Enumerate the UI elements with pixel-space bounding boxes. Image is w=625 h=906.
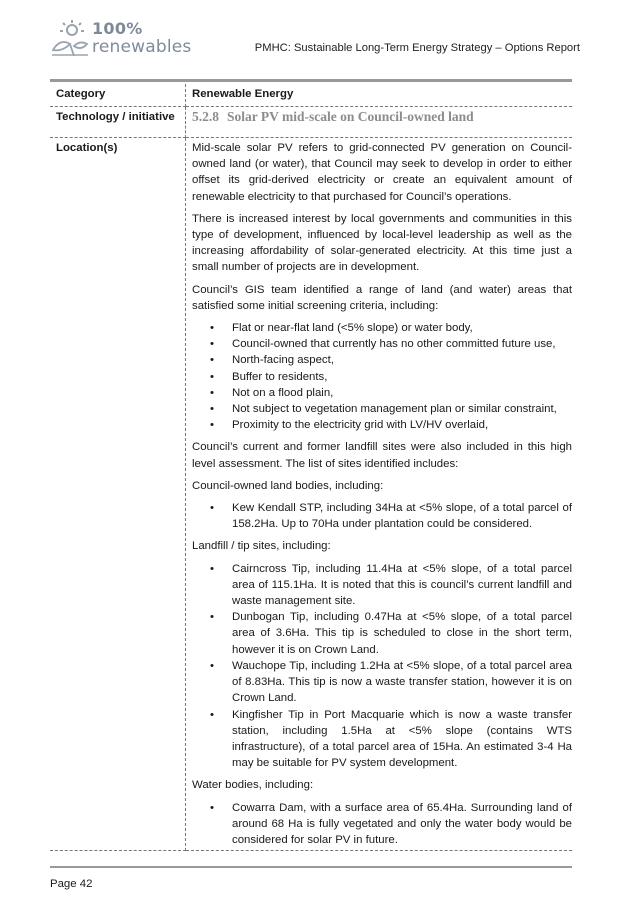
locations-content — [186, 138, 573, 851]
locations-label: Location(s) — [50, 138, 186, 851]
water-bodies-list — [192, 800, 572, 849]
paragraph: Council’s current and former landfill sites were also included in this high level assessment. The list of sites identified includes: — [192, 441, 572, 470]
table-row — [50, 107, 572, 138]
options-table — [50, 84, 572, 851]
technology-label: Technology / initiative — [50, 107, 186, 138]
list-item: • Not on a flood plain, — [232, 385, 572, 401]
logo-text-bottom: renewables — [92, 37, 192, 57]
list-item: • Proximity to the electricity grid with LV/HV overlaid, — [232, 417, 572, 433]
list-item: • Wauchope Tip, including 1.2Ha at <5% slope, of a total parcel area of 8.83Ha. This tip is now a waste transfer station, however it is on Crown Land. — [232, 658, 572, 707]
category-label: Category — [50, 84, 186, 107]
table-row — [50, 138, 572, 851]
list-item: • Flat or near-flat land (<5% slope) or water body, — [232, 320, 572, 336]
section-number: 5.2.8 — [192, 109, 219, 124]
page-number: Page 42 — [50, 878, 93, 890]
list-item: • Kingfisher Tip in Port Macquarie which is now a waste transfer station, including 1.5Ha at <5% slope (contains WTS infrastructure), of a total parcel area of 15Ha. An estimated 3-4 Ha may be suitable for PV system development. — [232, 707, 572, 772]
list-item: • North-facing aspect, — [232, 352, 572, 368]
paragraph: Landfill / tip sites, including: — [192, 540, 331, 553]
paragraph: Mid-scale solar PV refers to grid-connected PV generation on Council-owned land (or water), that Council may seek to develop in order to either offset its grid-derived electricity or create an equivalent amount of renewable electricity to that purchased for Council’s operations. — [192, 142, 572, 203]
land-bodies-list — [192, 500, 572, 532]
logo — [50, 18, 190, 62]
list-item: • Cairncross Tip, including 11.4Ha at <5% slope, of a total parcel area of 115.1Ha. It is noted that this is council’s current landfill and waste management site. — [232, 561, 572, 610]
tip-sites-list — [192, 561, 572, 772]
criteria-list — [192, 320, 572, 433]
list-item: • Council-owned that currently has no other committed future use, — [232, 336, 572, 352]
footer-rule — [50, 866, 572, 868]
header-rule — [50, 79, 572, 82]
paragraph: There is increased interest by local governments and communities in this type of development, influenced by local-level leadership as well as the increasing affordability of solar-generated electricity. At this time just a small number of projects are in development. — [192, 212, 572, 274]
table-row — [50, 84, 572, 107]
paragraph: Council’s GIS team identified a range of land (and water) areas that satisfied some initial screening criteria, including: — [192, 283, 572, 312]
list-item: • Kew Kendall STP, including 34Ha at <5% slope, of a total parcel of 158.2Ha. Up to 70Ha under plantation could be considered. — [232, 500, 572, 532]
sun-leaf-logo-icon — [50, 20, 90, 58]
report-title: PMHC: Sustainable Long-Term Energy Strategy – Options Report — [254, 42, 580, 54]
section-title: Solar PV mid-scale on Council-owned land — [227, 109, 474, 124]
list-item: • Buffer to residents, — [232, 369, 572, 385]
page-header — [50, 18, 580, 64]
list-item: • Cowarra Dam, with a surface area of 65.4Ha. Surrounding land of around 68 Ha is fully vegetated and only the water body would be considered for solar PV in future. — [232, 800, 572, 849]
list-item: • Dunbogan Tip, including 0.47Ha at <5% slope, of a total parcel area of 3.6Ha. This tip is scheduled to close in the short term, however it is on Crown Land. — [232, 609, 572, 658]
section-heading — [186, 107, 573, 138]
list-item: • Not subject to vegetation management plan or similar constraint, — [232, 401, 572, 417]
paragraph: Water bodies, including: — [192, 779, 314, 792]
category-value: Renewable Energy — [186, 84, 573, 107]
logo-text-top: 100% — [92, 19, 143, 38]
paragraph: Council-owned land bodies, including: — [192, 479, 384, 492]
